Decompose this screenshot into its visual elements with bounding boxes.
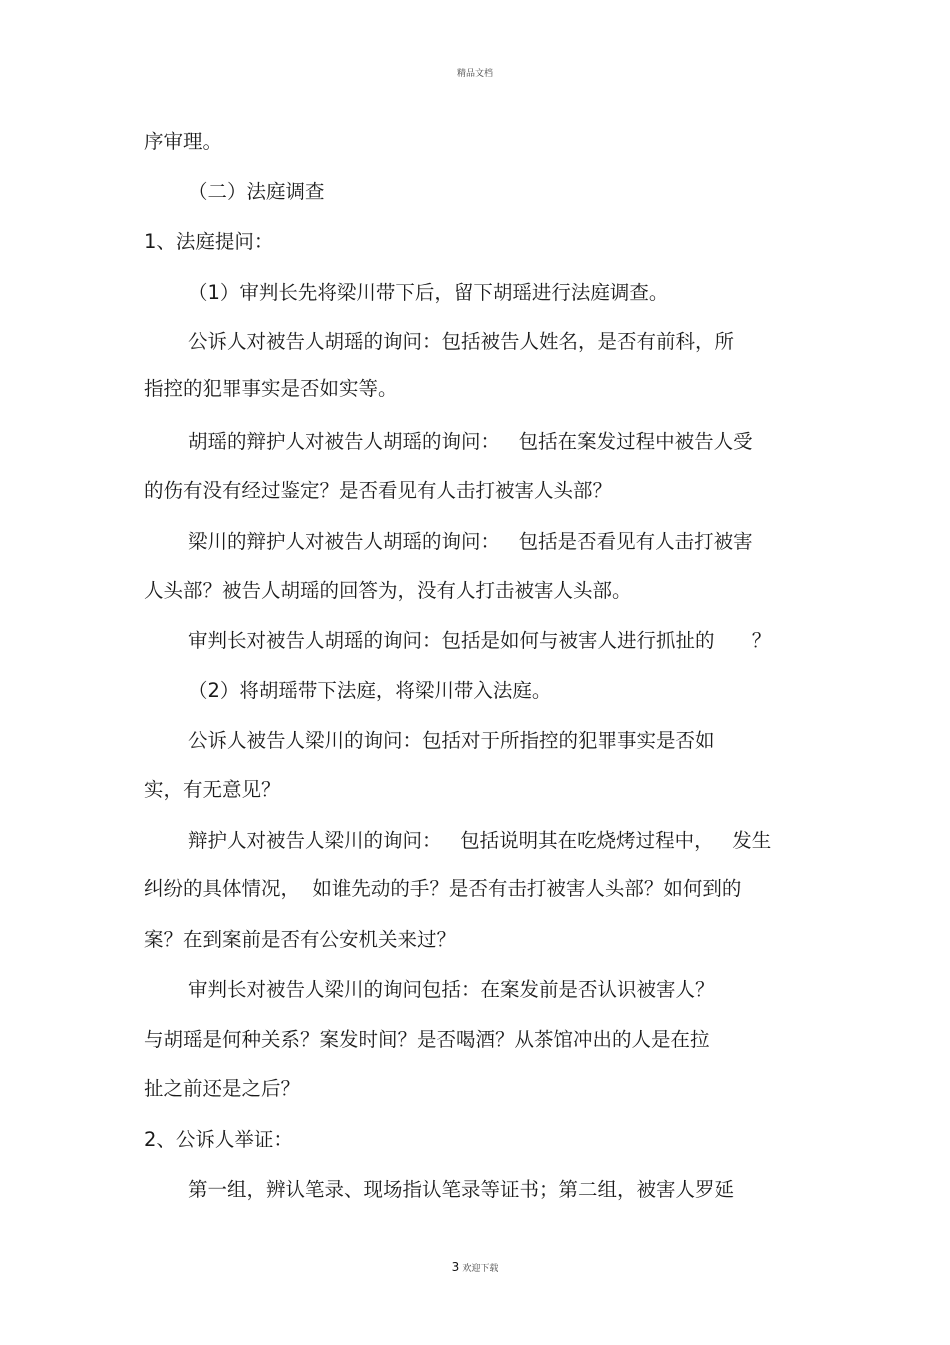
page-header: 精品文档 xyxy=(456,69,493,79)
text-line: 的伤有没有经过鉴定？是否看见有人击打被害人头部？ xyxy=(144,479,613,502)
text-line: 序审理。 xyxy=(144,130,223,153)
text-line: 公诉人被告人梁川的询问：包括对于所指控的犯罪事实是否如 xyxy=(188,729,715,752)
subheading: 2、公诉人举证： xyxy=(144,1128,293,1151)
text-line: 审判长对被告人胡瑶的询问：包括是如何与被害人进行抓扯的 ？ xyxy=(188,629,772,652)
text-line: 与胡瑶是何种关系？案发时间？是否喝酒？从茶馆冲出的人是在拉 xyxy=(144,1028,710,1051)
text-line: 指控的犯罪事实是否如实等。 xyxy=(144,377,398,400)
text-line: 扯之前还是之后？ xyxy=(144,1077,301,1100)
page-footer xyxy=(0,1260,950,1274)
text-line: （2）将胡瑶带下法庭，将梁川带入法庭。 xyxy=(188,679,552,702)
text-line: 审判长对被告人梁川的询问包括：在案发前是否认识被害人？ xyxy=(188,978,715,1001)
footer-text: 欢迎下载 xyxy=(462,1264,499,1274)
section-heading: （二）法庭调查 xyxy=(188,180,325,203)
text-line: 纠纷的具体情况， 如谁先动的手？是否有击打被害人头部？如何到的 xyxy=(144,877,742,900)
subheading: 1、法庭提问： xyxy=(144,230,274,253)
page-number: 3 xyxy=(451,1260,460,1274)
text-line: 案？在到案前是否有公安机关来过？ xyxy=(144,928,457,951)
text-line: 人头部？被告人胡瑶的回答为，没有人打击被害人头部。 xyxy=(144,579,632,602)
text-line: 实，有无意见？ xyxy=(144,778,281,801)
text-line: 胡瑶的辩护人对被告人胡瑶的询问： 包括在案发过程中被告人受 xyxy=(188,430,753,453)
text-line: 第一组，辨认笔录、现场指认笔录等证书；第二组，被害人罗延 xyxy=(188,1178,735,1201)
text-line: 梁川的辩护人对被告人胡瑶的询问： 包括是否看见有人击打被害 xyxy=(188,530,753,553)
text-line: （1）审判长先将梁川带下后，留下胡瑶进行法庭调查。 xyxy=(188,281,669,304)
text-line: 辩护人对被告人梁川的询问： 包括说明其在吃烧烤过程中， 发生 xyxy=(188,829,772,852)
text-line: 公诉人对被告人胡瑶的询问：包括被告人姓名，是否有前科，所 xyxy=(188,330,735,353)
